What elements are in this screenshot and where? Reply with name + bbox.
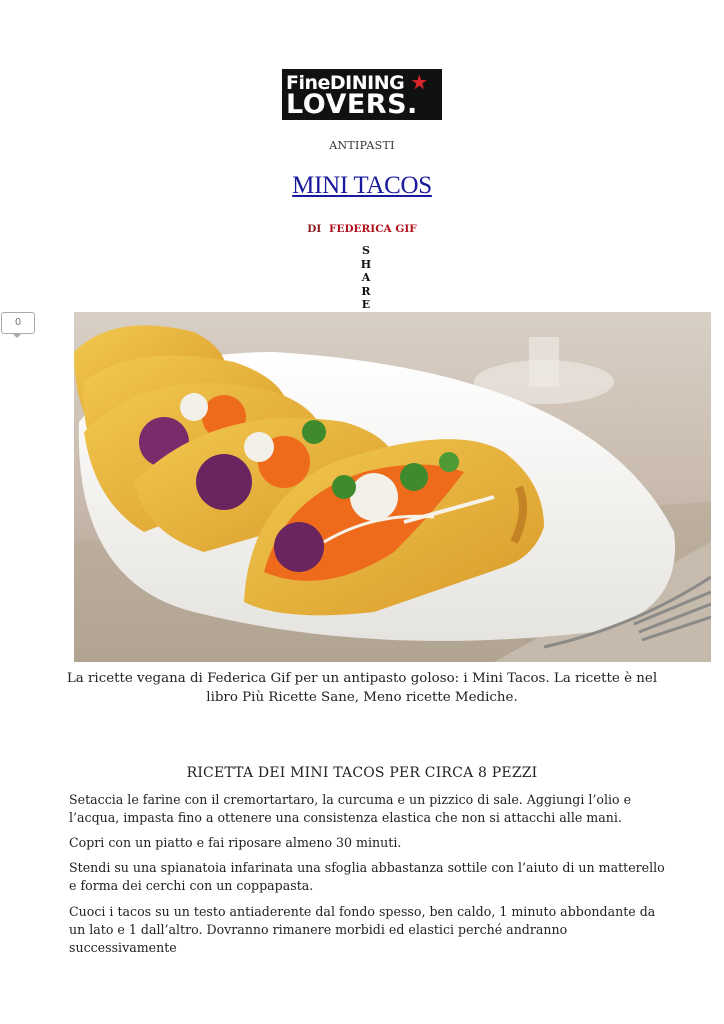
share-counter-tail	[12, 333, 22, 338]
page-title[interactable]: MINI TACOS	[292, 172, 432, 199]
section-heading: RICETTA DEI MINI TACOS PER CIRCA 8 PEZZI	[186, 765, 538, 781]
share-button[interactable]: SHARE	[360, 244, 372, 312]
share-counter: 0	[1, 312, 35, 334]
logo-line-1: FineDINING ★	[286, 70, 428, 94]
paragraph: Cuoci i tacos su un testo antiaderente dal fondo spesso, ben caldo, 1 minuto abbondante da un lato e 1 dall’altro. Dovranno rimanere morbidi ed elastici perché andranno successivamente	[69, 904, 656, 955]
recipe-photo	[74, 312, 711, 662]
paragraph: Setaccia le farine con il cremortartaro, la curcuma e un pizzico di sale. Aggiungi l’olio e l’acqua, impasta fino a ottenere una consistenza elastica che non si attacchi alle mani.	[69, 792, 632, 825]
byline	[0, 223, 724, 235]
category-label[interactable]: ANTIPASTI	[329, 139, 395, 152]
paragraph: Stendi su una spianatoia infarinata una sfoglia abbastanza sottile con l’aiuto di un matterello e forma dei cerchi con un coppapasta.	[69, 860, 665, 893]
photo-caption: La ricette vegana di Federica Gif per un antipasto goloso: i Mini Tacos. La ricette è nel libro Più Ricette Sane, Meno ricette Mediche.	[66, 671, 658, 705]
site-logo[interactable]	[282, 69, 442, 120]
byline-prefix: DI	[307, 223, 322, 235]
paragraph: Copri con un piatto e fai riposare almeno 30 minuti.	[69, 835, 402, 850]
logo-line-2: LOVERS.	[286, 89, 418, 120]
star-icon: ★	[410, 70, 428, 94]
author-link[interactable]: FEDERICA GIF	[328, 223, 417, 235]
